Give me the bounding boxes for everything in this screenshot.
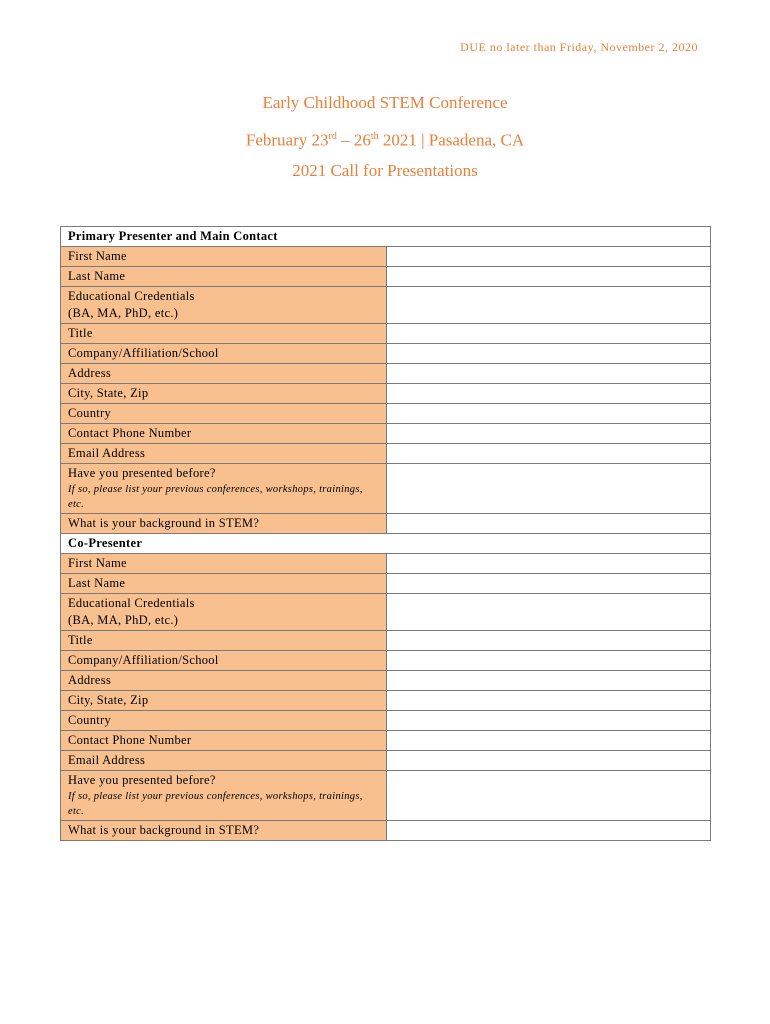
field-label: Address	[61, 364, 387, 384]
co-city-field[interactable]	[387, 691, 711, 711]
credentials-field[interactable]	[387, 287, 711, 324]
field-label: What is your background in STEM?	[61, 514, 387, 534]
phone-field[interactable]	[387, 424, 711, 444]
field-label: Have you presented before? If so, please list your previous conferences, workshops, trainings, etc.	[61, 771, 387, 821]
form-row	[61, 631, 711, 651]
field-label: Email Address	[61, 444, 387, 464]
co-phone-field[interactable]	[387, 731, 711, 751]
form-row	[61, 267, 711, 287]
co-company-field[interactable]	[387, 651, 711, 671]
field-label: First Name	[61, 247, 387, 267]
call-title: 2021 Call for Presentations	[292, 161, 478, 180]
field-label: Last Name	[61, 574, 387, 594]
field-label: Educational Credentials (BA, MA, PhD, etc.)	[61, 287, 387, 324]
form-row	[61, 514, 711, 534]
form-row	[61, 324, 711, 344]
section-copresenter	[61, 534, 711, 554]
co-first-name-field[interactable]	[387, 554, 711, 574]
form-row	[61, 771, 711, 821]
field-label: Country	[61, 404, 387, 424]
form-row	[61, 751, 711, 771]
first-name-field[interactable]	[387, 247, 711, 267]
co-country-field[interactable]	[387, 711, 711, 731]
due-date-note: DUE no later than Friday, November 2, 2020	[460, 40, 698, 54]
company-field[interactable]	[387, 344, 711, 364]
form-row	[61, 594, 711, 631]
form-row	[61, 574, 711, 594]
section-primary	[61, 227, 711, 247]
co-presented-before-field[interactable]	[387, 771, 711, 821]
form-row	[61, 464, 711, 514]
country-field[interactable]	[387, 404, 711, 424]
field-label: Title	[61, 631, 387, 651]
presented-before-field[interactable]	[387, 464, 711, 514]
field-label: First Name	[61, 554, 387, 574]
form-row	[61, 424, 711, 444]
form-row	[61, 384, 711, 404]
stem-background-field[interactable]	[387, 514, 711, 534]
form-row	[61, 731, 711, 751]
address-field[interactable]	[387, 364, 711, 384]
co-title-field[interactable]	[387, 631, 711, 651]
form-row	[61, 671, 711, 691]
presenter-form-table	[60, 226, 711, 841]
conference-title: Early Childhood STEM Conference	[262, 93, 508, 112]
city-field[interactable]	[387, 384, 711, 404]
form-row	[61, 821, 711, 841]
field-label: What is your background in STEM?	[61, 821, 387, 841]
email-field[interactable]	[387, 444, 711, 464]
form-row	[61, 404, 711, 424]
field-label: Educational Credentials (BA, MA, PhD, etc.)	[61, 594, 387, 631]
last-name-field[interactable]	[387, 267, 711, 287]
field-label: Company/Affiliation/School	[61, 651, 387, 671]
field-label: Last Name	[61, 267, 387, 287]
form-row	[61, 287, 711, 324]
section-title: Co-Presenter	[61, 534, 711, 554]
form-row	[61, 444, 711, 464]
field-label: Have you presented before? If so, please list your previous conferences, workshops, trainings, etc.	[61, 464, 387, 514]
form-row	[61, 651, 711, 671]
co-credentials-field[interactable]	[387, 594, 711, 631]
field-label: Country	[61, 711, 387, 731]
field-label: City, State, Zip	[61, 384, 387, 404]
co-last-name-field[interactable]	[387, 574, 711, 594]
field-label: Email Address	[61, 751, 387, 771]
co-email-field[interactable]	[387, 751, 711, 771]
field-label: Contact Phone Number	[61, 731, 387, 751]
document-header	[0, 90, 770, 192]
field-label: City, State, Zip	[61, 691, 387, 711]
field-label: Contact Phone Number	[61, 424, 387, 444]
section-title: Primary Presenter and Main Contact	[61, 227, 711, 247]
title-field[interactable]	[387, 324, 711, 344]
field-label: Company/Affiliation/School	[61, 344, 387, 364]
form-row	[61, 344, 711, 364]
co-address-field[interactable]	[387, 671, 711, 691]
form-row	[61, 364, 711, 384]
form-row	[61, 247, 711, 267]
form-row	[61, 554, 711, 574]
co-stem-background-field[interactable]	[387, 821, 711, 841]
field-label: Address	[61, 671, 387, 691]
field-label: Title	[61, 324, 387, 344]
conference-dates: February 23rd – 26th 2021 | Pasadena, CA	[245, 130, 525, 150]
form-row	[61, 711, 711, 731]
form-row	[61, 691, 711, 711]
